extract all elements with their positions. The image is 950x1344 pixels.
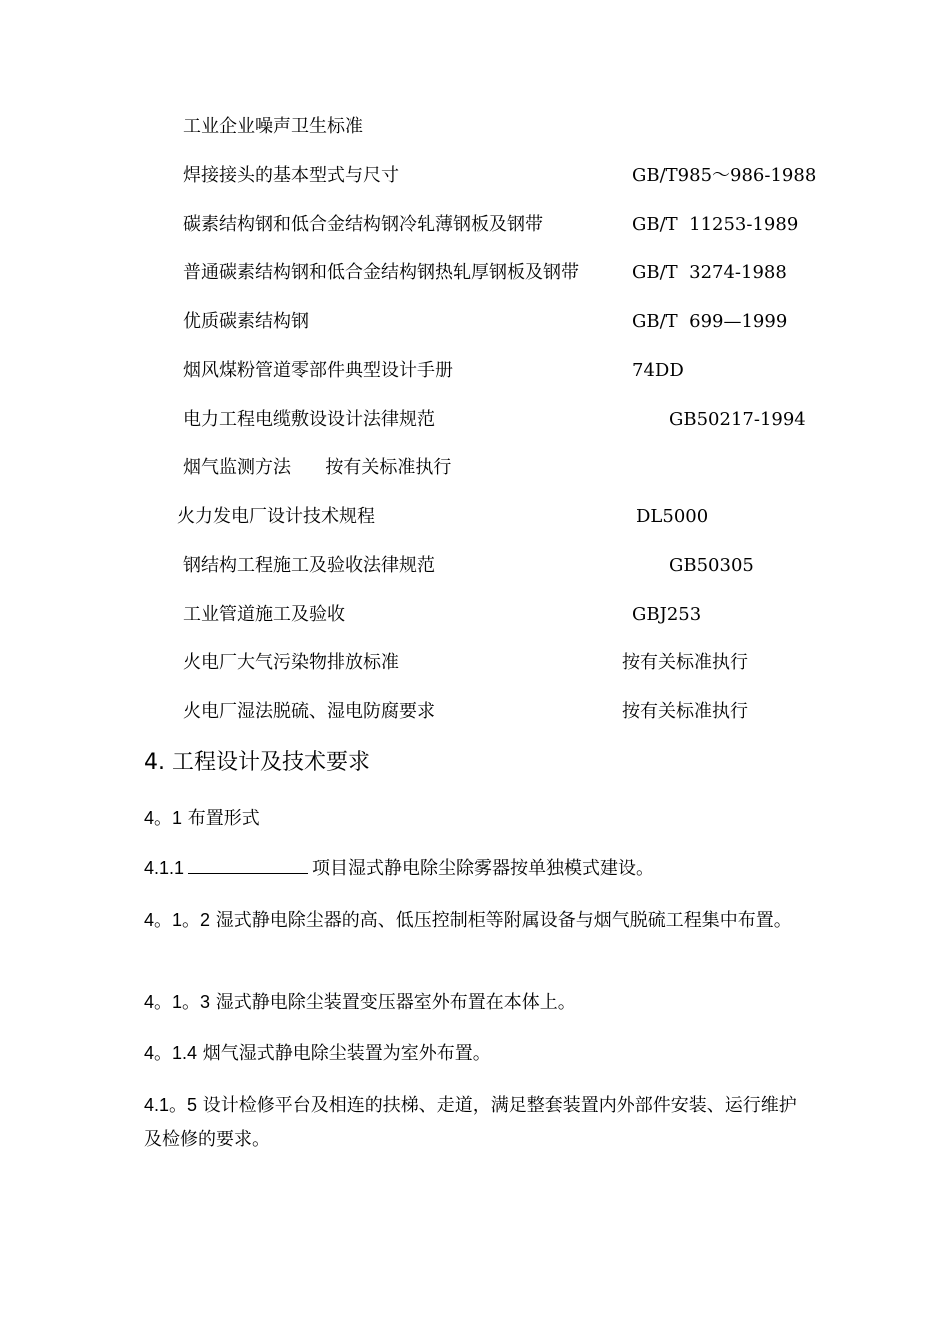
subsection-title: 布置形式 <box>187 808 260 829</box>
standard-code: GBJ253 <box>632 604 702 625</box>
standard-code: 74DD <box>632 360 684 381</box>
standard-row <box>0 406 950 434</box>
standard-code: GB/T 699—1999 <box>632 311 788 332</box>
standard-name: 碳素结构钢和低合金结构钢冷轧薄钢板及钢带 <box>183 214 543 235</box>
subsection-heading <box>144 801 808 836</box>
standard-code: 按有关标准执行 <box>622 652 748 673</box>
paragraph-text: 湿式静电除尘装置变压器室外布置在本体上。 <box>215 992 576 1013</box>
paragraph-text: 湿式静电除尘器的高、低压控制柜等附属设备与烟气脱硫工程集中布置。 <box>215 910 792 931</box>
standard-name: 火电厂湿法脱硫、湿电防腐要求 <box>183 701 435 722</box>
paragraph <box>144 985 808 1020</box>
paragraph <box>144 1036 808 1071</box>
subsection-number: 4。1 <box>144 808 183 828</box>
section-heading: 4. 工程设计及技术要求 <box>144 750 370 775</box>
standard-name: 火力发电厂设计技术规程 <box>177 506 375 527</box>
standard-code: GB/T 3274-1988 <box>632 262 787 283</box>
paragraph-number: 4.1.1 <box>144 858 185 878</box>
standard-code: GB50305 <box>669 555 754 576</box>
fill-in-blank <box>188 853 308 874</box>
standard-code: GB/T 11253-1989 <box>632 214 799 235</box>
paragraph-number: 4。1。2 <box>144 910 211 930</box>
standard-name: 钢结构工程施工及验收法律规范 <box>183 555 435 576</box>
standard-row <box>0 503 950 531</box>
standard-row <box>0 162 950 190</box>
standard-code: DL5000 <box>636 506 709 527</box>
paragraph <box>144 903 808 938</box>
standard-name: 火电厂大气污染物排放标准 <box>183 652 399 673</box>
paragraph-text: 烟气湿式静电除尘装置为室外布置。 <box>202 1043 491 1064</box>
paragraph <box>144 851 808 886</box>
standard-name: 优质碳素结构钢 <box>183 311 309 332</box>
standard-row <box>0 113 950 141</box>
standard-name: 电力工程电缆敷设设计法律规范 <box>183 409 435 430</box>
paragraph-text: 设计检修平台及相连的扶梯、走道，满足整套装置内外部件安装、运行维护及检修的要求。 <box>144 1095 797 1150</box>
paragraph-number: 4。1。3 <box>144 992 211 1012</box>
standard-name: 工业企业噪声卫生标准 <box>183 116 363 137</box>
standard-name: 烟风煤粉管道零部件典型设计手册 <box>183 360 453 381</box>
standard-code: GB/T985～986-1988 <box>632 165 817 186</box>
paragraph-number: 4。1.4 <box>144 1043 198 1063</box>
standard-code: 按有关标准执行 <box>622 701 748 722</box>
standard-name: 普通碳素结构钢和低合金结构钢热轧厚钢板及钢带 <box>183 262 579 283</box>
standard-row <box>0 357 950 385</box>
standard-row <box>0 259 950 287</box>
paragraph <box>144 1088 808 1157</box>
standard-code: GB50217-1994 <box>669 409 806 430</box>
standard-name: 焊接接头的基本型式与尺寸 <box>183 165 399 186</box>
paragraph-text: 项目湿式静电除尘除雾器按单独模式建设。 <box>312 858 655 879</box>
standard-row <box>0 601 950 629</box>
standard-row <box>0 552 950 580</box>
paragraph-number: 4.1。5 <box>144 1095 198 1115</box>
standard-name: 烟气监测方法 按有关标准执行 <box>183 457 452 478</box>
standard-row <box>0 649 950 677</box>
standard-row <box>0 454 950 482</box>
standard-row <box>0 698 950 726</box>
standard-name: 工业管道施工及验收 <box>183 604 345 625</box>
standard-row <box>0 308 950 336</box>
standard-row <box>0 211 950 239</box>
